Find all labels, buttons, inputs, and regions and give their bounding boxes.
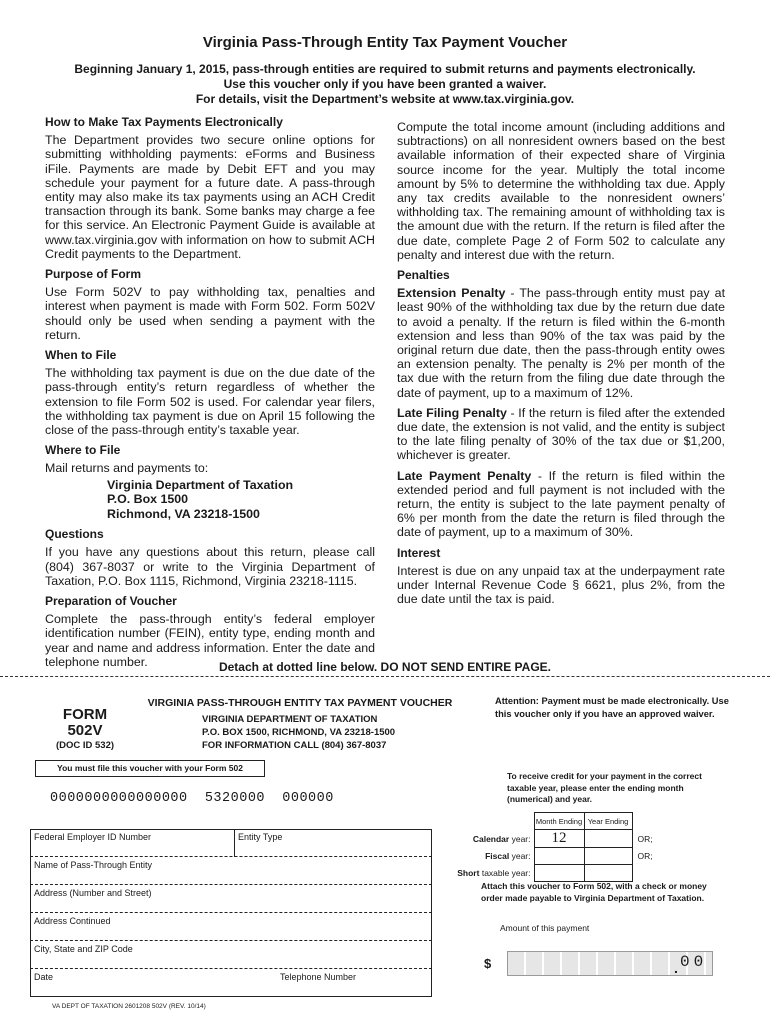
scanline: 0000000000000000 5320000 000000 bbox=[50, 791, 334, 806]
short-year-suffix: taxable year: bbox=[481, 868, 531, 878]
fiscal-month-input[interactable] bbox=[534, 848, 584, 865]
voucher-dept: VIRGINIA DEPARTMENT OF TAXATION bbox=[202, 714, 378, 725]
mailing-address-line-1: Virginia Department of Taxation bbox=[107, 477, 294, 492]
right-column bbox=[397, 120, 725, 613]
address2-label: Address Continued bbox=[34, 916, 111, 926]
short-month-input[interactable] bbox=[534, 865, 584, 882]
where-text: Mail returns and payments to: bbox=[45, 461, 209, 476]
amount-label: Amount of this payment bbox=[500, 923, 590, 933]
when-text: The withholding tax payment is due on the due date of the pass-through entity’s return regardless of whether the extension to file Form 502 is used. For calendar year filers, the withholding tax payment is due on April 15 following the close of the pass-through entity’s taxable year. bbox=[45, 366, 375, 438]
or-label-1: OR; bbox=[637, 833, 653, 844]
city-label: City, State and ZIP Code bbox=[34, 944, 133, 954]
extension-penalty bbox=[397, 286, 725, 400]
notice-line-3: For details, visit the Department’s website at www.tax.virginia.gov. bbox=[195, 92, 575, 106]
late-payment-penalty bbox=[397, 469, 725, 540]
entity-name-field[interactable] bbox=[30, 857, 432, 885]
entity-type-label: Entity Type bbox=[238, 832, 283, 842]
telephone-label: Telephone Number bbox=[280, 972, 357, 982]
purpose-heading: Purpose of Form bbox=[45, 267, 142, 282]
penalties-heading: Penalties bbox=[397, 268, 450, 283]
late-filing-label: Late Filing Penalty bbox=[397, 405, 507, 420]
dollar-sign: $ bbox=[484, 956, 492, 971]
questions-text: If you have any questions about this return, please call (804) 367-8037 or write to the Virginia Department of Taxation, P.O. Box 1115, Richmond, Virginia 23218-1115. bbox=[45, 545, 375, 588]
fiscal-label bbox=[454, 848, 534, 865]
mailing-address bbox=[45, 478, 375, 522]
extension-penalty-label: Extension Penalty bbox=[397, 286, 506, 301]
entity-name-label: Name of Pass-Through Entity bbox=[34, 860, 153, 870]
must-file-note: You must file this voucher with your Form 502 bbox=[35, 760, 265, 777]
detach-instruction: Detach at dotted line below. DO NOT SEND ENTIRE PAGE. bbox=[218, 660, 552, 674]
voucher-address: P.O. BOX 1500, RICHMOND, VA 23218-1500 bbox=[202, 727, 396, 738]
year-ending-header: Year Ending bbox=[584, 813, 632, 830]
calendar-label-text: Calendar bbox=[472, 833, 510, 844]
questions-heading: Questions bbox=[45, 527, 104, 542]
field-table-right-border bbox=[431, 829, 432, 997]
late-payment-label: Late Payment Penalty bbox=[397, 468, 532, 483]
when-heading: When to File bbox=[45, 348, 117, 363]
page-title: Virginia Pass-Through Entity Tax Payment Voucher bbox=[202, 34, 568, 51]
where-heading: Where to File bbox=[45, 443, 121, 458]
prep-heading: Preparation of Voucher bbox=[45, 593, 177, 608]
form-footer: VA DEPT OF TAXATION 2601208 502V (REV. 10/14) bbox=[52, 1003, 206, 1010]
address-label: Address (Number and Street) bbox=[34, 888, 152, 898]
credit-note: To receive credit for your payment in the correct taxable year, please enter the ending month (numerical) and year. bbox=[507, 771, 702, 804]
left-column bbox=[45, 115, 375, 675]
month-ending-header: Month Ending bbox=[534, 813, 584, 830]
prep-text: Complete the pass-through entity’s federal employer identification number (FEIN), entity type, ending month and year and name and address information. Enter the date and telephone number. bbox=[45, 612, 375, 669]
purpose-text: Use Form 502V to pay withholding tax, penalties and interest when payment is made with Form 502. Form 502V should only be used when sending a payment with the return. bbox=[45, 285, 375, 342]
form-number: 502V bbox=[67, 722, 103, 739]
compute-text: Compute the total income amount (including additions and subtractions) on all nonresident owners based on the best available information of their expected share of Virginia source income for the year. Multiply the total income amount by 5% to determine the withholding tax due. Apply any tax credits available to the nonresident owners’ withholding tax. The remaining amount of withholding tax is the amount due with the return. If the return is filed after the due date, complete Page 2 of Form 502 to calculate any penalty and interest due with the return. bbox=[397, 120, 725, 262]
notice-line-2: Use this voucher only if you have been granted a waiver. bbox=[223, 77, 547, 91]
decimal-point: . bbox=[674, 960, 678, 976]
short-label bbox=[454, 865, 534, 882]
fiscal-year-input[interactable] bbox=[584, 848, 632, 865]
calendar-year-input[interactable] bbox=[584, 830, 632, 848]
city-field[interactable] bbox=[30, 941, 432, 969]
attention-note: Attention: Payment must be made electronically. Use this voucher only if you have an approved waiver. bbox=[495, 696, 729, 719]
interest-heading: Interest bbox=[397, 545, 441, 560]
notice-line-1: Beginning January 1, 2015, pass-through entities are required to submit returns and payments electronically. bbox=[74, 62, 696, 76]
mailing-address-line-2: P.O. Box 1500 bbox=[107, 492, 189, 507]
calendar-month-input[interactable]: 12 bbox=[534, 830, 584, 848]
extension-penalty-text: - The pass-through entity must pay at least 90% of the withholding tax due by the return due date to avoid a penalty. If the return is filed within the 6-month extension and less than 90% of the tax was paid by the original return due date, then the pass-through entity owes an extension penalty. The penalty is 2% per month of the tax due with the return from the filing due date through the date of payment, up to a maximum of 12%. bbox=[397, 286, 726, 400]
calendar-year-suffix: year: bbox=[511, 833, 531, 844]
late-payment-text: - If the return is filed within the extended period and full payment is not included with the return, the entity is subject to the late payment penalty of 6% per month from the date the return is filed through the date of payment, up to a maximum of 30%. bbox=[397, 468, 725, 540]
late-filing-text: - If the return is filed after the extended due date, the extension is not valid, and the entity is subject to the late filing penalty of 30% of the tax due or $1,200, whichever is greater. bbox=[397, 405, 725, 463]
mailing-address-line-3: Richmond, VA 23218-1500 bbox=[107, 506, 260, 521]
fein-divider bbox=[234, 829, 235, 857]
short-label-text: Short bbox=[457, 868, 480, 878]
voucher-phone: FOR INFORMATION CALL (804) 367-8037 bbox=[202, 740, 387, 751]
calendar-label bbox=[454, 830, 534, 848]
attach-note: Attach this voucher to Form 502, with a check or money order made payable to Virginia Department of Taxation. bbox=[481, 881, 707, 903]
date-phone-row bbox=[30, 969, 432, 997]
cents-value: 00 bbox=[680, 953, 708, 971]
voucher-title: VIRGINIA PASS-THROUGH ENTITY TAX PAYMENT VOUCHER bbox=[147, 697, 453, 709]
late-filing-penalty bbox=[397, 406, 725, 463]
fein-label: Federal Employer ID Number bbox=[34, 832, 152, 842]
period-table-wrap bbox=[454, 812, 662, 882]
field-table-left-border bbox=[30, 829, 31, 997]
period-table bbox=[454, 812, 662, 882]
how-heading: How to Make Tax Payments Electronically bbox=[45, 115, 283, 129]
address-field[interactable] bbox=[30, 885, 432, 913]
detach-line bbox=[0, 676, 770, 677]
fein-row bbox=[30, 829, 432, 857]
short-year-input[interactable] bbox=[584, 865, 632, 882]
fiscal-label-text: Fiscal bbox=[485, 851, 510, 861]
fiscal-year-suffix: year: bbox=[511, 851, 531, 861]
address2-field[interactable] bbox=[30, 913, 432, 941]
how-text: The Department provides two secure online options for submitting withholding payments: eForms and Business iFile. Payments are made by Debit EFT and you may schedule your payment for a future date. A pass-through entity may also make its tax payments using an ACH Credit transaction through its bank. Some banks may charge a fee for this service. An Electronic Payment Guide is available at www.tax.virginia.gov with information on how to submit ACH Credit payments to the Department. bbox=[45, 133, 375, 261]
interest-text: Interest is due on any unpaid tax at the underpayment rate under Internal Revenue Code § 6621, plus 2%, from the due date until the tax is paid. bbox=[397, 563, 725, 607]
date-label: Date bbox=[34, 972, 54, 982]
doc-id: (DOC ID 532) bbox=[55, 740, 115, 751]
form-label: FORM bbox=[62, 706, 108, 723]
or-label-2: OR; bbox=[637, 851, 653, 861]
